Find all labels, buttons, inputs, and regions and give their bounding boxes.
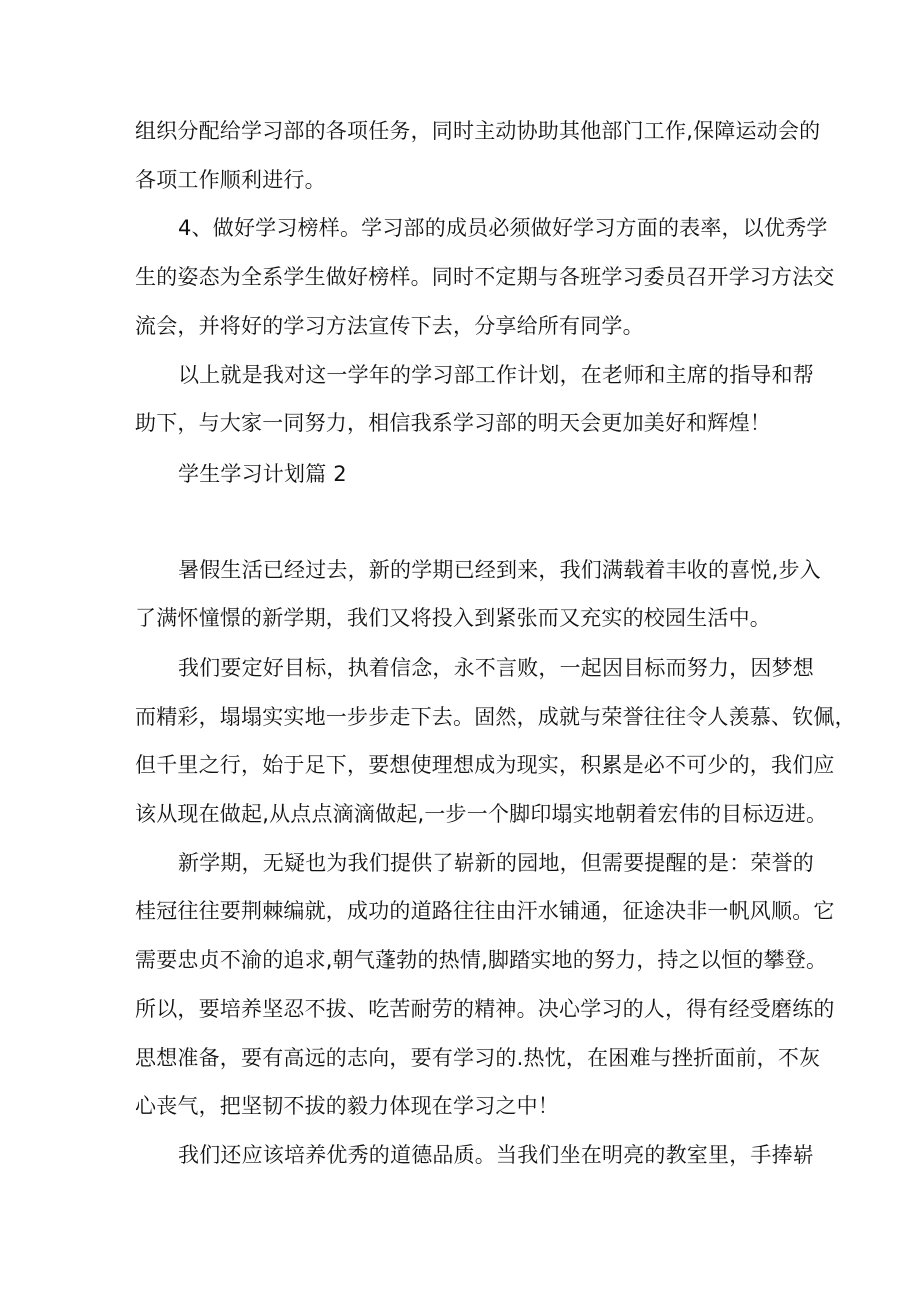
paragraph-line: 暑假生活已经过去，新的学期已经到来，我们满载着丰收的喜悦,步入 xyxy=(178,558,821,582)
paragraph-line: 了满怀憧憬的新学期，我们又将投入到紧张而又充实的校园生活中。 xyxy=(135,606,771,630)
paragraph-line: 而精彩，塌塌实实地一步步走下去。固然，成就与荣誉往往令人羡慕、钦佩， xyxy=(135,705,856,729)
paragraph-line: 思想准备，要有高远的志向，要有学习的.热忱，在困难与挫折面前，不灰 xyxy=(135,1046,821,1070)
paragraph-line: 助下，与大家一同努力，相信我系学习部的明天会更加美好和辉煌！ xyxy=(135,411,771,435)
paragraph-line: 新学期，无疑也为我们提供了崭新的园地，但需要提醒的是：荣誉的 xyxy=(178,851,814,875)
paragraph-line: 流会，并将好的学习方法宣传下去，分享给所有同学。 xyxy=(135,314,644,338)
paragraph-line: 我们还应该培养优秀的道德品质。当我们坐在明亮的教室里，手捧崭 xyxy=(178,1143,814,1167)
section-title: 学生学习计划篇 2 xyxy=(178,462,347,486)
paragraph-line: 需要忠贞不渝的追求,朝气蓬勃的热情,脚踏实地的努力，持之以恒的攀登。 xyxy=(135,948,828,972)
paragraph-line: 4、做好学习榜样。学习部的成员必须做好学习方面的表率，以优秀学 xyxy=(178,216,828,240)
paragraph-line: 桂冠往往要荆棘编就，成功的道路往往由汗水铺通，征途决非一帆风顺。它 xyxy=(135,899,835,923)
paragraph-line: 生的姿态为全系学生做好榜样。同时不定期与各班学习委员召开学习方法交 xyxy=(135,265,835,289)
paragraph-line: 所以，要培养坚忍不拔、吃苦耐劳的精神。决心学习的人，得有经受磨练的 xyxy=(135,997,835,1021)
paragraph-line: 以上就是我对这一学年的学习部工作计划，在老师和主席的指导和帮 xyxy=(178,363,814,387)
paragraph-line: 但千里之行，始于足下，要想使理想成为现实，积累是必不可少的，我们应 xyxy=(135,753,835,777)
paragraph-line: 该从现在做起,从点点滴滴做起,一步一个脚印塌实地朝着宏伟的目标迈进。 xyxy=(135,802,828,826)
paragraph-line: 心丧气，把坚韧不拔的毅力体现在学习之中！ xyxy=(135,1094,559,1118)
paragraph-line: 组织分配给学习部的各项任务，同时主动协助其他部门工作,保障运动会的 xyxy=(135,119,821,143)
paragraph-line: 我们要定好目标，执着信念，永不言败，一起因目标而努力，因梦想 xyxy=(178,656,814,680)
paragraph-line: 各项工作顺利进行。 xyxy=(135,168,326,192)
